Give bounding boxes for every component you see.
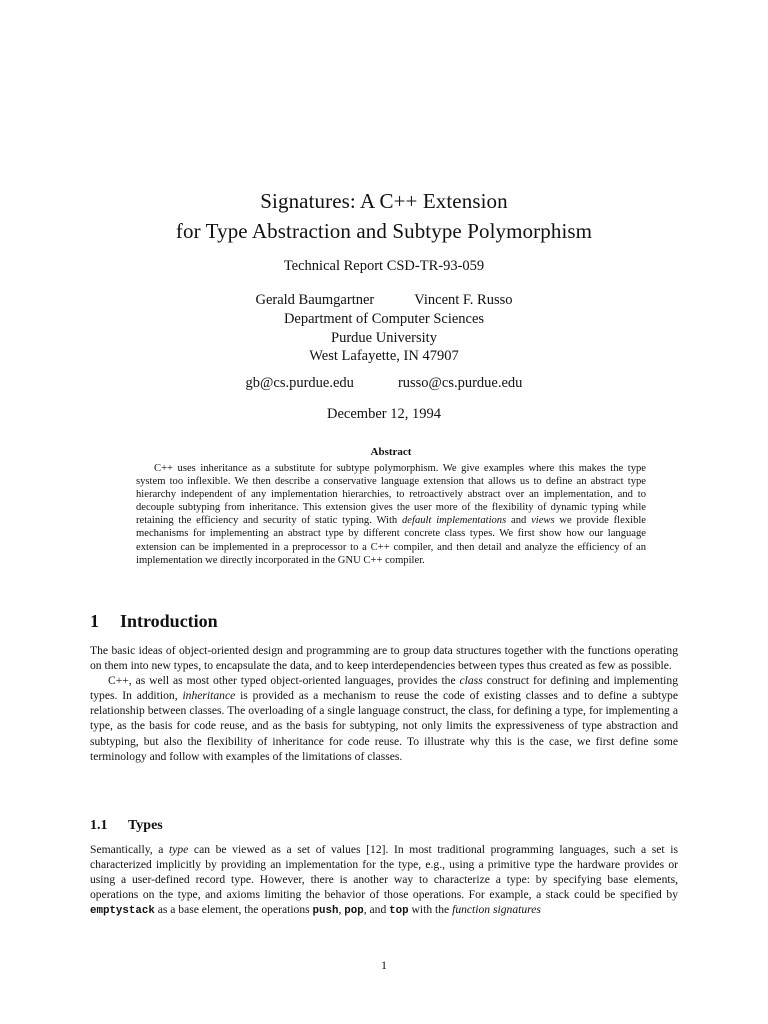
abstract-text [136, 462, 646, 567]
intro-p2-part-a: C++, as well as most other typed object-oriented languages, provides the [108, 674, 460, 688]
code-emptystack: emptystack [90, 905, 155, 918]
paper-date: December 12, 1994 [327, 405, 441, 422]
types-paragraph [90, 842, 678, 919]
abstract-text-part-2: and [506, 515, 532, 527]
emails [0, 373, 768, 393]
subsection-number: 1.1 [90, 818, 108, 833]
paper-title-line-2: for Type Abstraction and Subtype Polymorphism [175, 219, 593, 243]
email-2: russo@cs.purdue.edu [397, 374, 523, 391]
intro-paragraph-2 [90, 673, 678, 764]
abstract-emphasis-views: views [531, 515, 555, 527]
abstract-heading: Abstract [370, 446, 412, 458]
introduction-body [90, 643, 678, 764]
location: West Lafayette, IN 47907 [309, 348, 459, 364]
section-heading-introduction [90, 608, 218, 634]
abstract-emphasis-default-implementations: default implementations [402, 515, 507, 527]
abstract [136, 444, 646, 567]
subsection-heading-types [90, 816, 163, 836]
subsection-title: Types [128, 818, 163, 833]
abstract-text-part-3: we provide flexible mechanisms for implementing an abstract type by different concrete class types. We first show how our language extension can be implemented in a preprocessor to a C++ compiler, and then detail and analyze the efficiency of an implementation we directly incorporated in the GNU C++ compiler. [136, 515, 647, 566]
author-2: Vincent F. Russo [414, 292, 513, 308]
types-part-b: can be viewed as a set of values [12]. In most traditional programming languages, such a set is characterized implicitly by providing an implementation for the type, e.g., using a primitive type the hardware provides or using a user-defined record type. However, there is another way to characterize a type: by specifying base elements, operations on the type, and axioms limiting the behavior of those operations. For example, a stack could be specified by [90, 843, 678, 902]
intro-paragraph-1: The basic ideas of object-oriented design and programming are to group data structures together with the functions operating on them into new types, to encapsulate the data, and to keep interdependencies between types thus created as few as possible. [90, 644, 678, 673]
types-part-e: , and [363, 903, 390, 917]
section-title: Introduction [120, 611, 218, 631]
paper-title-line-1: Signatures: A C++ Extension [260, 189, 508, 213]
types-emphasis-function-signatures: function signatures [452, 903, 541, 917]
code-push: push [312, 905, 339, 918]
intro-p2-part-c: is provided as a mechanism to reuse the code of existing classes and to define a subtype relationship between classes. The overloading of a single language construct, the class, for defining a type, for implementing a type, as the basis for code reuse, and as the basis for subtyping, not only limits the expressiveness of type abstraction and subtyping, but also the flexibility of inheritance for code reuse. To illustrate why this is the case, we first define some terminology and follow with examples of the limitations of classes. [90, 689, 678, 763]
authors [0, 290, 768, 310]
code-pop: pop [344, 905, 364, 918]
types-body [90, 842, 678, 919]
intro-p2-emphasis-inheritance: inheritance [182, 689, 236, 703]
abstract-text-part-1: C++ uses inheritance as a substitute for subtype polymorphism. We give examples where this makes the type system too inflexible. We then describe a conservative language extension that allows us to define an abstract type hierarchy independent of any implementation hierarchies, to retroactively abstract over an implementation, and to decouple subtyping from inheritance. This extension gives the user more of the flexibility of dynamic typing while retaining the efficiency and security of static typing. With [136, 463, 646, 527]
intro-p2-part-b: construct for defining and implementing types. In addition, [90, 674, 678, 703]
types-part-d: , [338, 903, 345, 917]
university: Purdue University [331, 329, 437, 346]
types-part-c: as a base element, the operations [154, 903, 313, 917]
email-1: gb@cs.purdue.edu [245, 374, 354, 391]
title-block [0, 186, 768, 424]
author-1: Gerald Baumgartner [255, 292, 375, 308]
intro-p2-emphasis-class: class [459, 674, 483, 688]
department: Department of Computer Sciences [283, 311, 485, 327]
code-top: top [389, 905, 409, 918]
types-part-a: Semantically, a [90, 843, 170, 856]
page-number: 1 [381, 958, 387, 972]
types-part-f: with the [408, 903, 453, 917]
report-number: Technical Report CSD-TR-93-059 [283, 258, 485, 274]
section-number: 1 [90, 611, 99, 631]
types-emphasis-type: type [169, 843, 189, 856]
